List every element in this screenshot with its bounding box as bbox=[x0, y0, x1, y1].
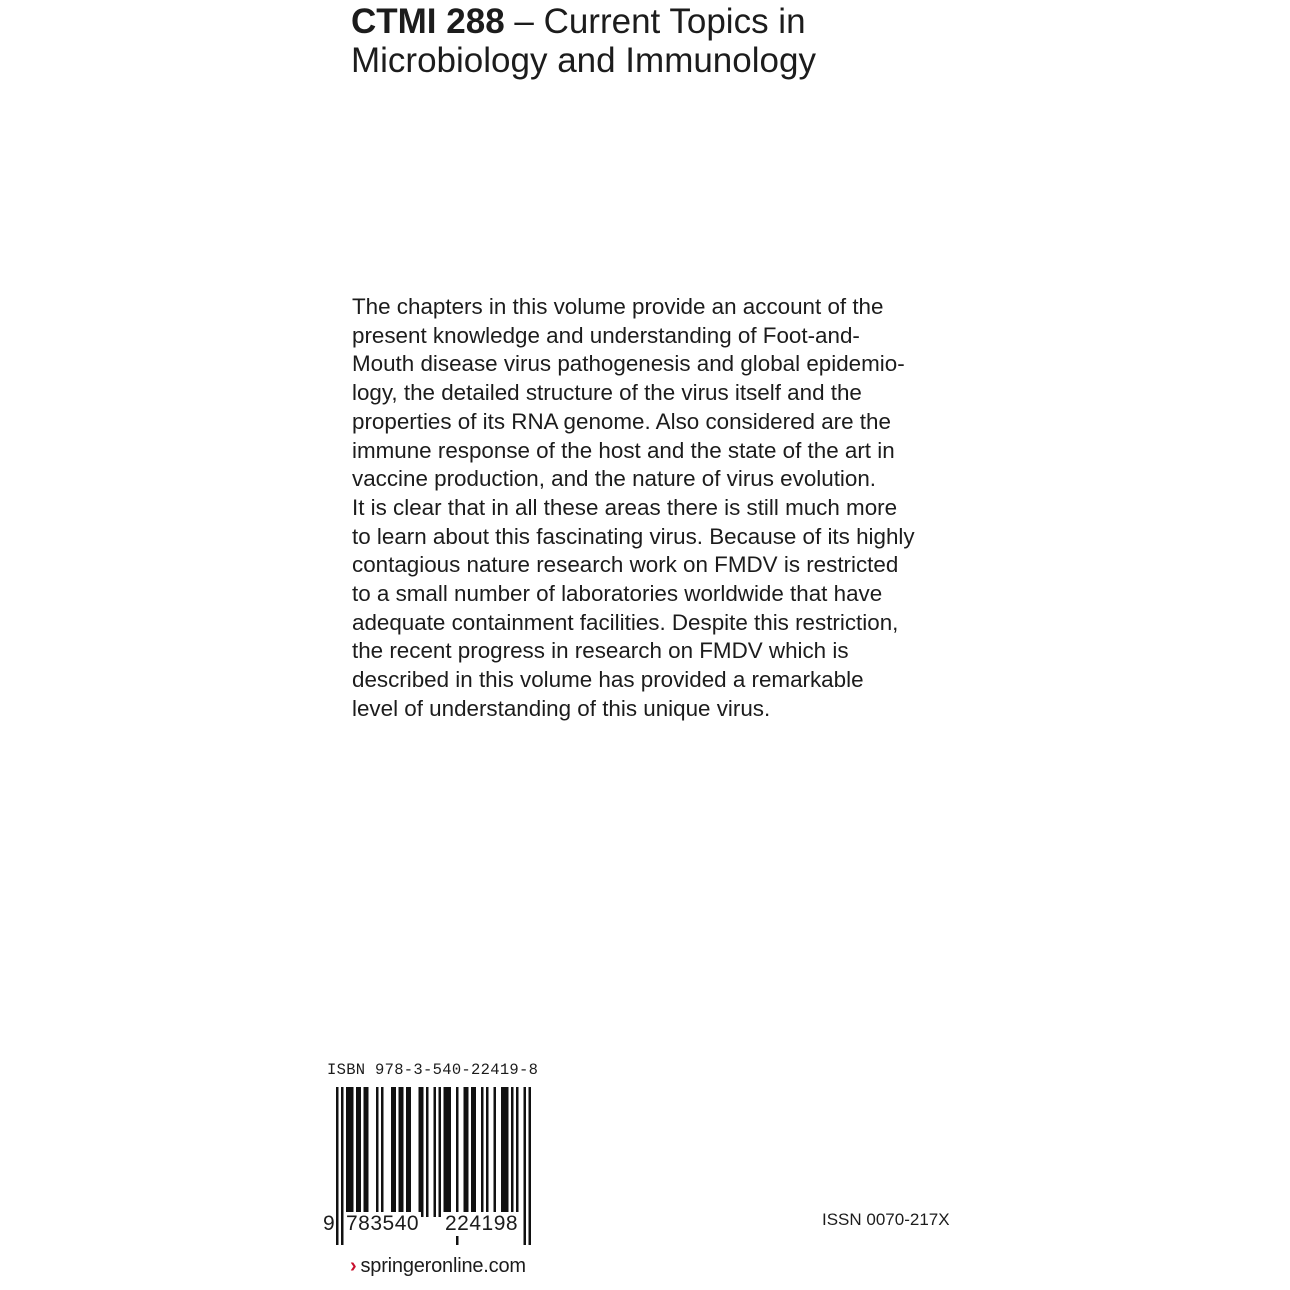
barcode-bar bbox=[426, 1087, 429, 1217]
description-line: It is clear that in all these areas there is still much more bbox=[352, 494, 898, 520]
barcode-right-digits: 224198 bbox=[445, 1212, 519, 1235]
series-code: CTMI 288 bbox=[351, 2, 505, 41]
barcode-bar bbox=[439, 1087, 442, 1217]
description-line: present knowledge and understanding of Foot-and- bbox=[352, 322, 860, 348]
description-line: to a small number of laboratories worldwide that have bbox=[352, 581, 883, 607]
description-line: Mouth disease virus pathogenesis and global epidemio- bbox=[352, 351, 905, 377]
description-line: immune response of the host and the state of the art in bbox=[352, 437, 895, 463]
barcode-bar bbox=[381, 1087, 384, 1217]
barcode-bar bbox=[471, 1087, 476, 1217]
barcode-bar bbox=[516, 1087, 519, 1217]
barcode-bar bbox=[391, 1087, 396, 1217]
barcode-bar bbox=[444, 1087, 452, 1217]
description-line: described in this volume has provided a remarkable bbox=[352, 667, 864, 693]
website-url[interactable]: springeronline.com bbox=[360, 1255, 526, 1277]
barcode-bar bbox=[481, 1087, 484, 1217]
barcode-digits bbox=[322, 1210, 544, 1244]
issn-number: ISSN 0070-217X bbox=[822, 1210, 950, 1229]
barcode-first-digit: 9 bbox=[323, 1212, 335, 1235]
barcode-left-digits: 783540 bbox=[346, 1212, 420, 1235]
description-line: to learn about this fascinating virus. Because of its highly bbox=[352, 523, 915, 549]
description-line: level of understanding of this unique virus. bbox=[352, 695, 771, 721]
barcode-bar bbox=[511, 1087, 514, 1217]
description-line: the recent progress in research on FMDV which is bbox=[352, 638, 849, 664]
description-line: properties of its RNA genome. Also considered are the bbox=[352, 408, 891, 434]
barcode-bar bbox=[419, 1087, 424, 1217]
barcode-bar bbox=[501, 1087, 509, 1217]
book-series-title bbox=[351, 2, 1111, 80]
description-line: The chapters in this volume provide an account of the bbox=[352, 294, 884, 319]
barcode-bar bbox=[346, 1087, 354, 1217]
series-title: – Current Topics in bbox=[504, 2, 806, 41]
barcode-bar bbox=[376, 1087, 379, 1217]
barcode-bar bbox=[406, 1087, 411, 1217]
barcode-bar bbox=[494, 1087, 497, 1217]
barcode-bar bbox=[399, 1087, 404, 1217]
series-title-line2: Microbiology and Immunology bbox=[351, 41, 816, 80]
barcode-bar bbox=[356, 1087, 361, 1217]
description-line: adequate containment facilities. Despite this restriction, bbox=[352, 609, 899, 635]
barcode-bar bbox=[434, 1087, 437, 1217]
publisher-website[interactable] bbox=[350, 1255, 526, 1278]
barcode-bar bbox=[364, 1087, 369, 1217]
barcode-bar bbox=[464, 1087, 469, 1217]
isbn-label: ISBN 978-3-540-22419-8 bbox=[327, 1061, 539, 1079]
barcode-bar bbox=[486, 1087, 489, 1217]
description-line: contagious nature research work on FMDV is restricted bbox=[352, 552, 899, 578]
book-description bbox=[352, 293, 992, 724]
chevron-right-icon: › bbox=[350, 1255, 357, 1277]
description-line: logy, the detailed structure of the virus itself and the bbox=[352, 380, 862, 406]
description-line: vaccine production, and the nature of virus evolution. bbox=[352, 466, 877, 492]
